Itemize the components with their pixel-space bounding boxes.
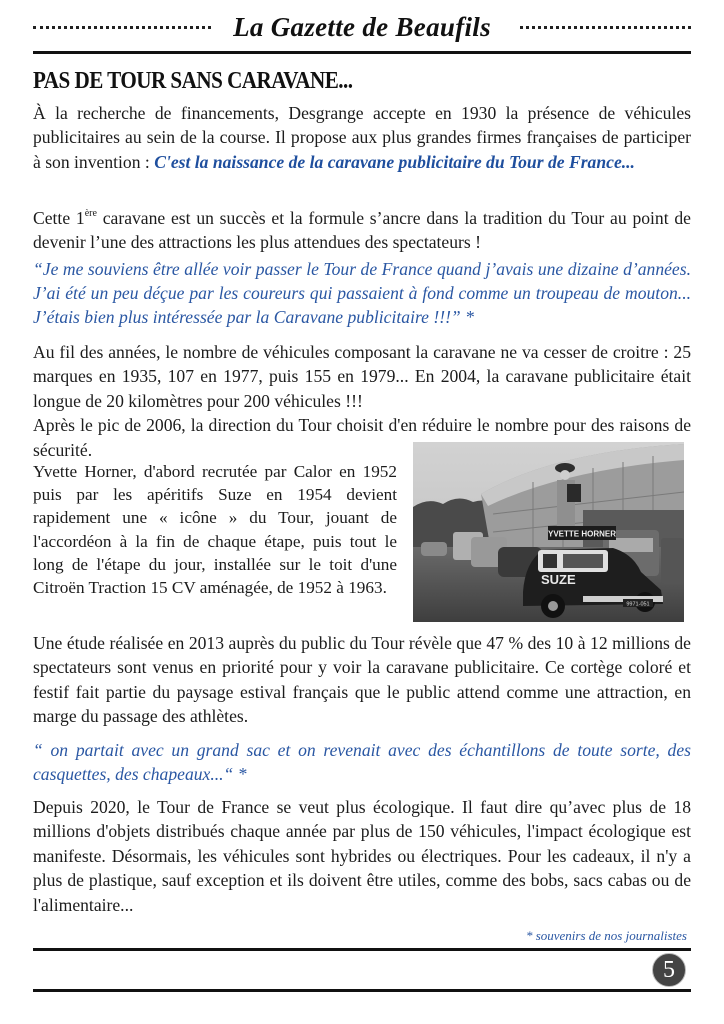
masthead-title: La Gazette de Beaufils [233,12,491,42]
paragraph-first-caravane-start: Cette 1 [33,208,85,228]
footnote-journalists: * souvenirs de nos journalistes [525,928,687,943]
highlight-caravane-birth: C'est la naissance de la caravane publicitaire du Tour de France... [154,151,635,172]
paragraph-ecology: Depuis 2020, le Tour de France se veut plus écologique. Il faut dire qu’avec plus de 18 millions d'objets distribués chaque année par plus de 150 véhicules, l'impact écologique est manifeste. Désormais, les véhicules sont hybrides ou électriques. Pour les cadeaux, il n'y a plus de plastique, sauf exception et ils doivent être utiles, comme des bobs, sacs cabas ou de l'alimentaire... [33,797,691,915]
quote-memory-2: “ on partait avec un grand sac et on revenait avec des échantillons de toute sorte, des casquettes, des chapeaux...“ * [33,740,691,784]
article-headline: PAS DE TOUR SANS CARAVANE... [33,68,353,94]
paragraph-study-2013: Une étude réalisée en 2013 auprès du public du Tour révèle que 47 % des 10 à 12 millions de spectateurs sont venus en priorité pour y voir la caravane publicitaire. Ce cortège coloré et festif fait partie du paysage estival français que le public attend comme une attraction, en marge du passage des athlètes. [33,633,691,727]
footer-rule-bottom [33,989,691,992]
paragraph-growth-line1: Au fil des années, le nombre de véhicules composant la caravane ne va cesser de croitre : 25 marques en 1935, 107 en 1977, puis 155 en 1979... En 2004, la caravane publicitaire était longue de 20 kilomètres pour 200 véhicules !!! [33,342,691,411]
photo-yvette-horner-caravane [413,442,684,622]
paragraph-intro-text: À la recherche de financements, Desgrange accepte en 1930 la présence de véhicules publicitaires au sein de la course. Il propose aux plus grandes firmes françaises de participer à son invention : [33,103,691,172]
paragraph-growth-line2: Après le pic de 2006, la direction du Tour choisit d'en réduire le nombre pour des raisons de sécurité. [33,415,691,460]
paragraph-intro [33,101,691,174]
header-rule [33,51,691,54]
page-number-badge: 5 [652,953,686,987]
ordinal-superscript: ère [84,208,97,219]
paragraph-first-caravane [33,206,691,255]
quote-memory-1: “Je me souviens être allée voir passer le Tour de France quand j’avais une dizaine d’années. J’ai été un peu déçue par les coureurs qui passaient à fond comme un troupeau de mouton... J’étais bien plus intéressée par la Caravane publicitaire !!!” * [33,259,691,327]
photo-drawing [413,442,684,622]
footer-rule-top [33,948,691,951]
paragraph-first-caravane-end: caravane est un succès et la formule s’ancre dans la tradition du Tour au point de devenir l’une des attractions les plus attendues des spectateurs ! [33,208,691,253]
photo-car-text: SUZE [541,572,576,587]
paragraph-yvette-horner: Yvette Horner, d'abord recrutée par Calor en 1952 puis par les apéritifs Suze en 1954 devient rapidement une « icône » du Tour, jouant de l'accordéon à la fin de chaque étape, puis tout le long de l'étape du jour, installée sur le toit d'une Citroën Traction 15 CV aménagée, de 1952 à 1963. [33,462,397,598]
photo-sign-text: YVETTE HORNER [547,529,617,539]
photo-plate-text: 9971-051 [626,601,650,608]
